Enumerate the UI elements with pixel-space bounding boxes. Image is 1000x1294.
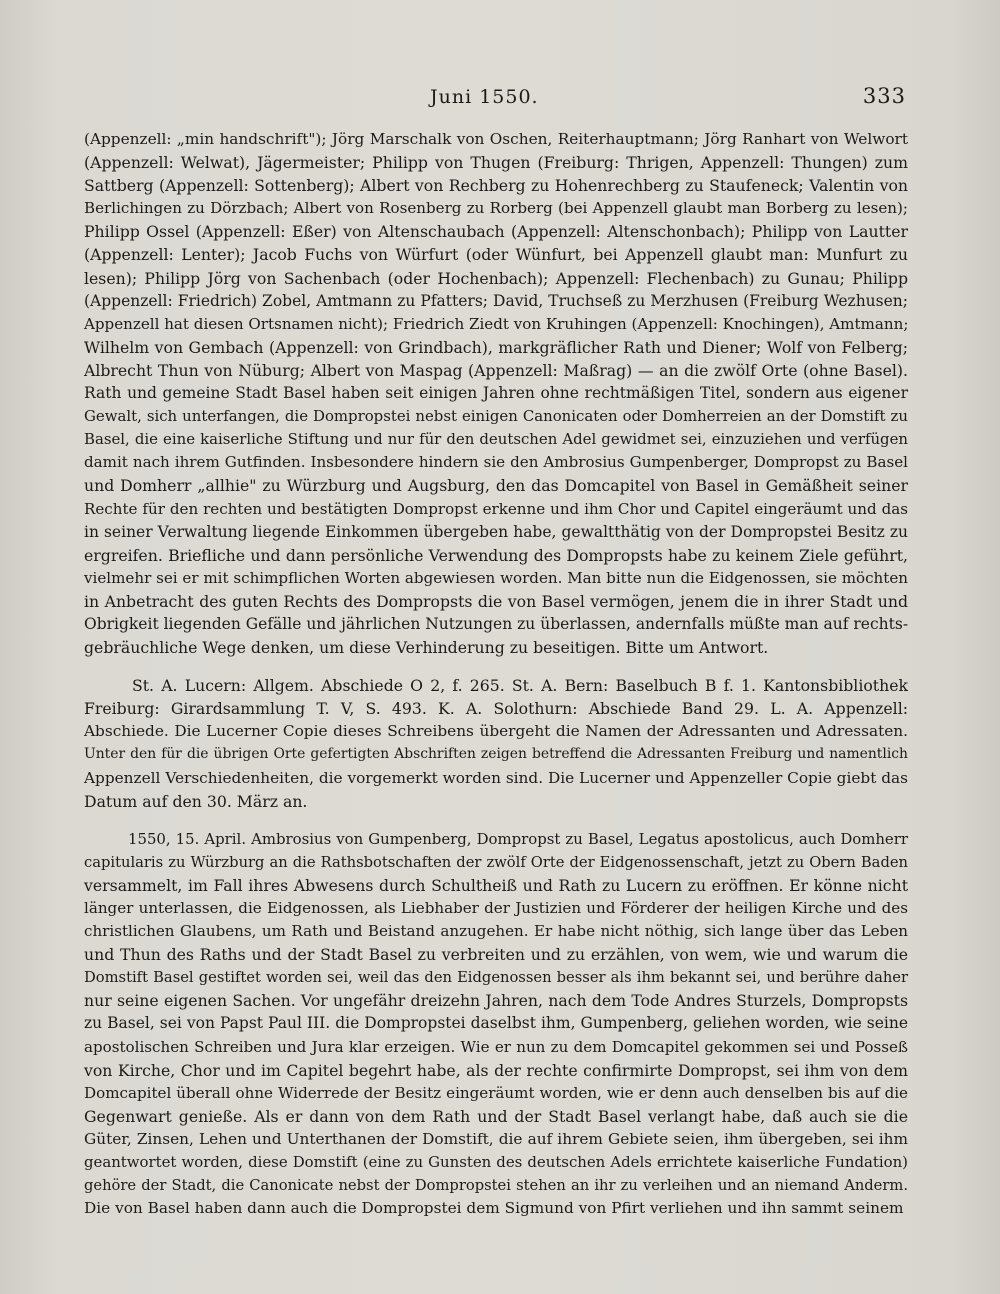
page-number: 333 bbox=[862, 84, 906, 108]
entry-paragraph bbox=[84, 828, 908, 1221]
text-line: Philipp Ossel (Appenzell: Eßer) von Altenschaubach (Appenzell: Altenschonbach); Philipp von Lautter bbox=[84, 222, 908, 242]
text-line: (Appenzell: Friedrich) Zobel, Amtmann zu Pfatters; David, Truchseß zu Merzhusen (Freiburg Wezhusen; bbox=[84, 291, 908, 310]
text-line: Albrecht Thun von Nüburg; Albert von Maspag (Appenzell: Maßrag) — an die zwölf Orte (ohne Basel). bbox=[84, 360, 908, 380]
text-line: zu Basel, sei von Papst Paul III. die Dompropstei daselbst ihm, Gumpenberg, geliehen worden, wie seine bbox=[84, 1014, 908, 1033]
text-line: Basel, die eine kaiserliche Stiftung und nur für den deutschen Adel gewidmet sei, einzuziehen und verfügen bbox=[84, 430, 908, 449]
text-line: Abschiede. Die Lucerner Copie dieses Schreibens übergeht die Namen der Adressanten und Adressaten. bbox=[84, 722, 908, 741]
text-line: Rath und gemeine Stadt Basel haben seit einigen Jahren ohne rechtmäßigen Titel, sondern aus eigener bbox=[84, 384, 908, 403]
text-line: nur seine eigenen Sachen. Vor ungefähr dreizehn Jahren, nach dem Tode Andres Sturzels, Dompropsts bbox=[84, 991, 908, 1011]
text-line: Berlichingen zu Dörzbach; Albert von Rosenberg zu Rorberg (bei Appenzell glaubt man Borberg zu lesen); bbox=[84, 199, 908, 218]
text-line: vielmehr sei er mit schimpflichen Worten abgewiesen worden. Man bitte nun die Eidgenossen, sie möchten bbox=[84, 568, 908, 587]
page-header bbox=[84, 86, 908, 116]
text-line: länger unterlassen, die Eidgenossen, als Liebhaber der Justizien und Förderer der heiligen Kirche und des bbox=[84, 899, 908, 917]
text-line: gehöre der Stadt, die Canonicate nebst der Dompropstei stehen an ihr zu verleihen und an niemand Anderm. bbox=[84, 1177, 908, 1195]
letter-paragraph bbox=[84, 128, 908, 659]
text-line: Appenzell Verschiedenheiten, die vorgemerkt worden sind. Die Lucerner und Appenzeller Copie giebt das bbox=[84, 768, 908, 787]
text-line: in seiner Verwaltung liegende Einkommen übergeben habe, gewaltthätig von der Dompropstei Besitz zu bbox=[84, 522, 908, 541]
text-line: geantwortet worden, diese Domstift (eine zu Gunsten des deutschen Adels errichtete kaiserliche Fundation) bbox=[84, 1153, 908, 1172]
text-line: (Appenzell: „min handschrift"); Jörg Marschalk von Oschen, Reiterhauptmann; Jörg Ranhart von Welwort bbox=[84, 130, 908, 148]
text-line: und Domherr „allhie" zu Würzburg und Augsburg, den das Domcapitel von Basel in Gemäßheit seiner bbox=[84, 476, 908, 496]
text-line: Rechte für den rechten und bestätigten Dompropst erkenne und ihm Chor und Capitel eingeräumt und das bbox=[84, 499, 908, 518]
text-line: capitularis zu Würzburg an die Rathsbotschaften der zwölf Orte der Eidgenossenschaft, jetzt zu Obern Baden bbox=[84, 853, 908, 871]
text-line: gebräuchliche Wege denken, um diese Verhinderung zu beseitigen. Bitte um Antwort. bbox=[84, 638, 769, 658]
text-line: Gewalt, sich unterfangen, die Dompropstei nebst einigen Canonicaten oder Domherreien an der Domstift zu bbox=[84, 407, 908, 426]
text-line: Freiburg: Girardsammlung T. V, S. 493. K. A. Solothurn: Abschiede Band 29. L. A. Appenzell: bbox=[84, 699, 908, 719]
text-line: (Appenzell: Lenter); Jacob Fuchs von Würfurt (oder Wünfurt, bei Appenzell glaubt man: Munfurt zu bbox=[84, 245, 908, 265]
text-line: christlichen Glaubens, um Rath und Beistand anzugehen. Er habe nicht nöthig, sich lange über das Leben bbox=[84, 922, 908, 941]
text-line: 1550, 15. April. Ambrosius von Gumpenberg, Dompropst zu Basel, Legatus apostolicus, auch Domherr bbox=[128, 829, 908, 848]
paragraph-gap bbox=[84, 813, 908, 828]
text-line: Wilhelm von Gembach (Appenzell: von Grindbach), markgräflicher Rath und Diener; Wolf von Felberg; bbox=[84, 337, 908, 357]
text-line: Domcapitel überall ohne Widerrede der Besitz eingeräumt worden, wie er denn auch denselben bis auf die bbox=[84, 1083, 908, 1102]
text-line: St. A. Lucern: Allgem. Abschiede O 2, f. 265. St. A. Bern: Baselbuch B f. 1. Kantonsbibliothek bbox=[132, 676, 908, 696]
text-line: apostolischen Schreiben und Jura klar erzeigen. Wie er nun zu dem Domcapitel gekommen sei und Posseß bbox=[84, 1037, 908, 1056]
sources-paragraph bbox=[84, 674, 908, 813]
text-line: und Thun des Raths und der Stadt Basel zu verbreiten und zu erzählen, von wem, wie und warum die bbox=[84, 945, 908, 965]
text-line: Unter den für die übrigen Orte gefertigten Abschriften zeigen betreffend die Adressanten Freiburg und namentlich bbox=[84, 746, 908, 763]
text-line: Appenzell hat diesen Ortsnamen nicht); Friedrich Ziedt von Kruhingen (Appenzell: Knochingen), Amtmann; bbox=[84, 314, 909, 333]
page-body bbox=[84, 128, 908, 1220]
paragraph-gap bbox=[84, 659, 908, 674]
text-line: Domstift Basel gestiftet worden sei, weil das den Eidgenossen besser als ihm bekannt sei, und berühre daher bbox=[84, 969, 908, 987]
text-line: von Kirche, Chor und im Capitel begehrt habe, als der rechte confirmirte Dompropst, sei ihm von dem bbox=[84, 1060, 908, 1080]
text-line: Güter, Zinsen, Lehen und Unterthanen der Domstift, die auf ihrem Gebiete seien, ihm übergeben, sei ihm bbox=[84, 1129, 908, 1148]
text-line: Die von Basel haben dann auch die Dompropstei dem Sigmund von Pfirt verliehen und ihn sammt seinem bbox=[84, 1199, 904, 1218]
text-line: lesen); Philipp Jörg von Sachenbach (oder Hochenbach); Appenzell: Flechenbach) zu Gunau; Philipp bbox=[84, 268, 908, 288]
text-line: ergreifen. Briefliche und dann persönliche Verwendung des Dompropsts habe zu keinem Ziele geführt, bbox=[84, 545, 908, 565]
text-line: damit nach ihrem Gutfinden. Insbesondere hindern sie den Ambrosius Gumpenberger, Dompropst zu Basel bbox=[84, 453, 908, 472]
text-line: in Anbetracht des guten Rechts des Dompropsts die von Basel vermögen, jenem die in ihrer Stadt und bbox=[84, 591, 908, 611]
text-line: Datum auf den 30. März an. bbox=[84, 791, 308, 811]
text-line: (Appenzell: Welwat), Jägermeister; Philipp von Thugen (Freiburg: Thrigen, Appenzell: Thungen) zum bbox=[84, 153, 908, 173]
text-line: Gegenwart genieße. Als er dann von dem Rath und der Stadt Basel verlangt habe, daß auch sie die bbox=[84, 1106, 908, 1126]
running-title: Juni 1550. bbox=[430, 86, 539, 108]
text-line: Obrigkeit liegenden Gefälle und jährlichen Nutzungen zu überlassen, andernfalls müßte man auf rechts- bbox=[84, 614, 909, 633]
text-line: versammelt, im Fall ihres Abwesens durch Schultheiß und Rath zu Lucern zu eröffnen. Er könne nicht bbox=[84, 875, 908, 895]
text-line: Sattberg (Appenzell: Sottenberg); Albert von Rechberg zu Hohenrechberg zu Staufeneck; Valentin von bbox=[84, 176, 908, 196]
